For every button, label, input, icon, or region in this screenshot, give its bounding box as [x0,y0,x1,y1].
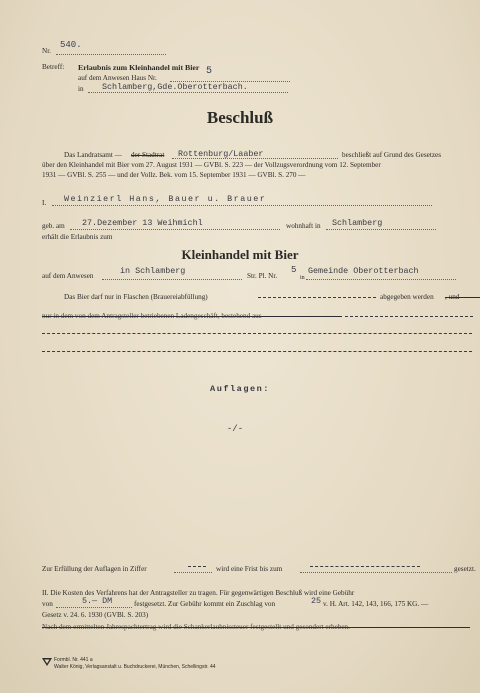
in-label: in [78,85,84,93]
bier-dash-fill [258,297,376,298]
str-value: 5 [291,265,297,275]
ziffer-underline [174,572,212,573]
para1-line2: über den Kleinhandel mit Bier vom 27. August 1931 — GVBl. S. 223 — der Vollzugsverordnung vom 12. September [42,161,381,169]
permit-subtitle: Kleinhandel mit Bier [181,247,299,262]
kosten-line3: Gesetz v. 24. 6. 1930 (GVBl. S. 203) [42,611,149,619]
nr-underline [56,54,166,55]
publisher-logo-icon [42,657,52,667]
nr-value: 540. [60,40,82,50]
gemeinde-value: Gemeinde Oberotterbach [308,266,419,276]
anwesen-nr: 5 [206,66,213,77]
para1-underline [172,158,338,159]
person-name: Weinzierl Hans, Bauer u. Brauer [64,194,267,204]
kosten-line1: II. Die Kosten des Verfahrens hat der Antragsteller zu tragen. Für gegenwärtigen Beschluß wird eine Gebühr [42,589,355,597]
steuer-struck-sentence: Nach dem ermittelten Jahrespachtertrag wird die Schankerlaubnissteuer festgestellt und gesondert erheben. [42,623,350,631]
blank-dash-line-1 [42,333,472,334]
para1-line3: 1931 — GVBl. S. 255 — und der Vollz. Bek. vom 15. September 1931 — GVBl. S. 270 — [42,171,306,179]
bier-text-start: Das Bier darf nur in Flaschen (Brauereiabfüllung) [64,293,208,301]
document-title: Beschluß [206,108,274,127]
frist-text-start: Zur Erfüllung der Auflagen in Ziffer [42,565,147,573]
wohnhaft-value: Schlamberg [332,218,383,228]
geb-label: geb. am [42,222,65,230]
footer-publisher: Walter König, Verlagsanstalt u. Buchdruckerei, München, Schellingstr. 44 [54,664,216,670]
zuschlag-value: 25 [311,596,322,606]
anwesen-value-underline [102,279,242,280]
para1-struck-stadtrat: der Stadtrat [131,151,165,159]
para1-end: beschließt auf Grund des Gesetzes [342,151,441,159]
anwesen-label: auf dem Anwesen Haus Nr. [78,74,157,82]
frist-date-dash [310,566,420,567]
gebuehr-value: 5.— DM [82,596,113,606]
ladengeschaeft-dash-fill [345,316,473,317]
ziffer-dash [188,566,206,567]
footer-form-number: Formbl. Nr. 441 a [54,657,93,663]
gemeinde-underline [306,279,456,280]
auflagen-title: Auflagen: [210,384,270,394]
betreff-label: Betreff: [42,63,65,71]
auflagen-none-mark: -/- [226,424,244,434]
bier-text-end: abgegeben werden [380,293,434,301]
erhaelt-text: erhält die Erlaubnis zum [42,233,113,241]
geb-value: 27.Dezember 13 Weihmichl [82,218,203,228]
frist-text-middle: wird eine Frist bis zum [216,565,283,573]
geb-underline [70,229,280,230]
bier-struck-und: , und [445,293,460,301]
para1-start: Das Landratsamt — [64,151,122,159]
person-underline [52,205,432,206]
item-i-label: I. [42,199,47,207]
ladengeschaeft-strike-line [42,316,342,317]
steuer-strike-line [42,627,470,628]
auf-anwesen-label: auf dem Anwesen [42,272,94,280]
nr-label: Nr. [42,47,51,55]
gebuehr-von-label: von [42,600,53,608]
wohnhaft-label: wohnhaft in [286,222,321,230]
ort-underline [88,92,288,93]
ort-value: Schlamberg,Gde.Oberotterbach. [102,82,248,92]
kosten-line2-end: v. H. Art. 142, 143, 166, 175 KG. — [323,600,429,608]
frist-text-end: gesetzt. [454,565,476,573]
para1-landratsamt-name: Rottenburg/Laaber [178,149,264,159]
anwesen-value: in Schlamberg [120,266,186,276]
in-small-label: in [300,275,305,281]
bier-struck-ladengeschaeft: nur in dem von dem Antragsteller betriebenen Ladengeschäft, bestehend aus [42,312,262,320]
kosten-line2-mid: festgesetzt. Zur Gebühr kommt ein Zuschlag von [134,600,276,608]
betreff-text: Erlaubnis zum Kleinhandel mit Bier [78,63,200,72]
str-label: Str. Pl. Nr. [247,272,278,280]
wohnhaft-underline [326,229,436,230]
blank-dash-line-2 [42,351,472,352]
frist-date-underline [300,572,452,573]
gebuehr-underline [56,607,132,608]
bier-line-strike [452,297,480,298]
